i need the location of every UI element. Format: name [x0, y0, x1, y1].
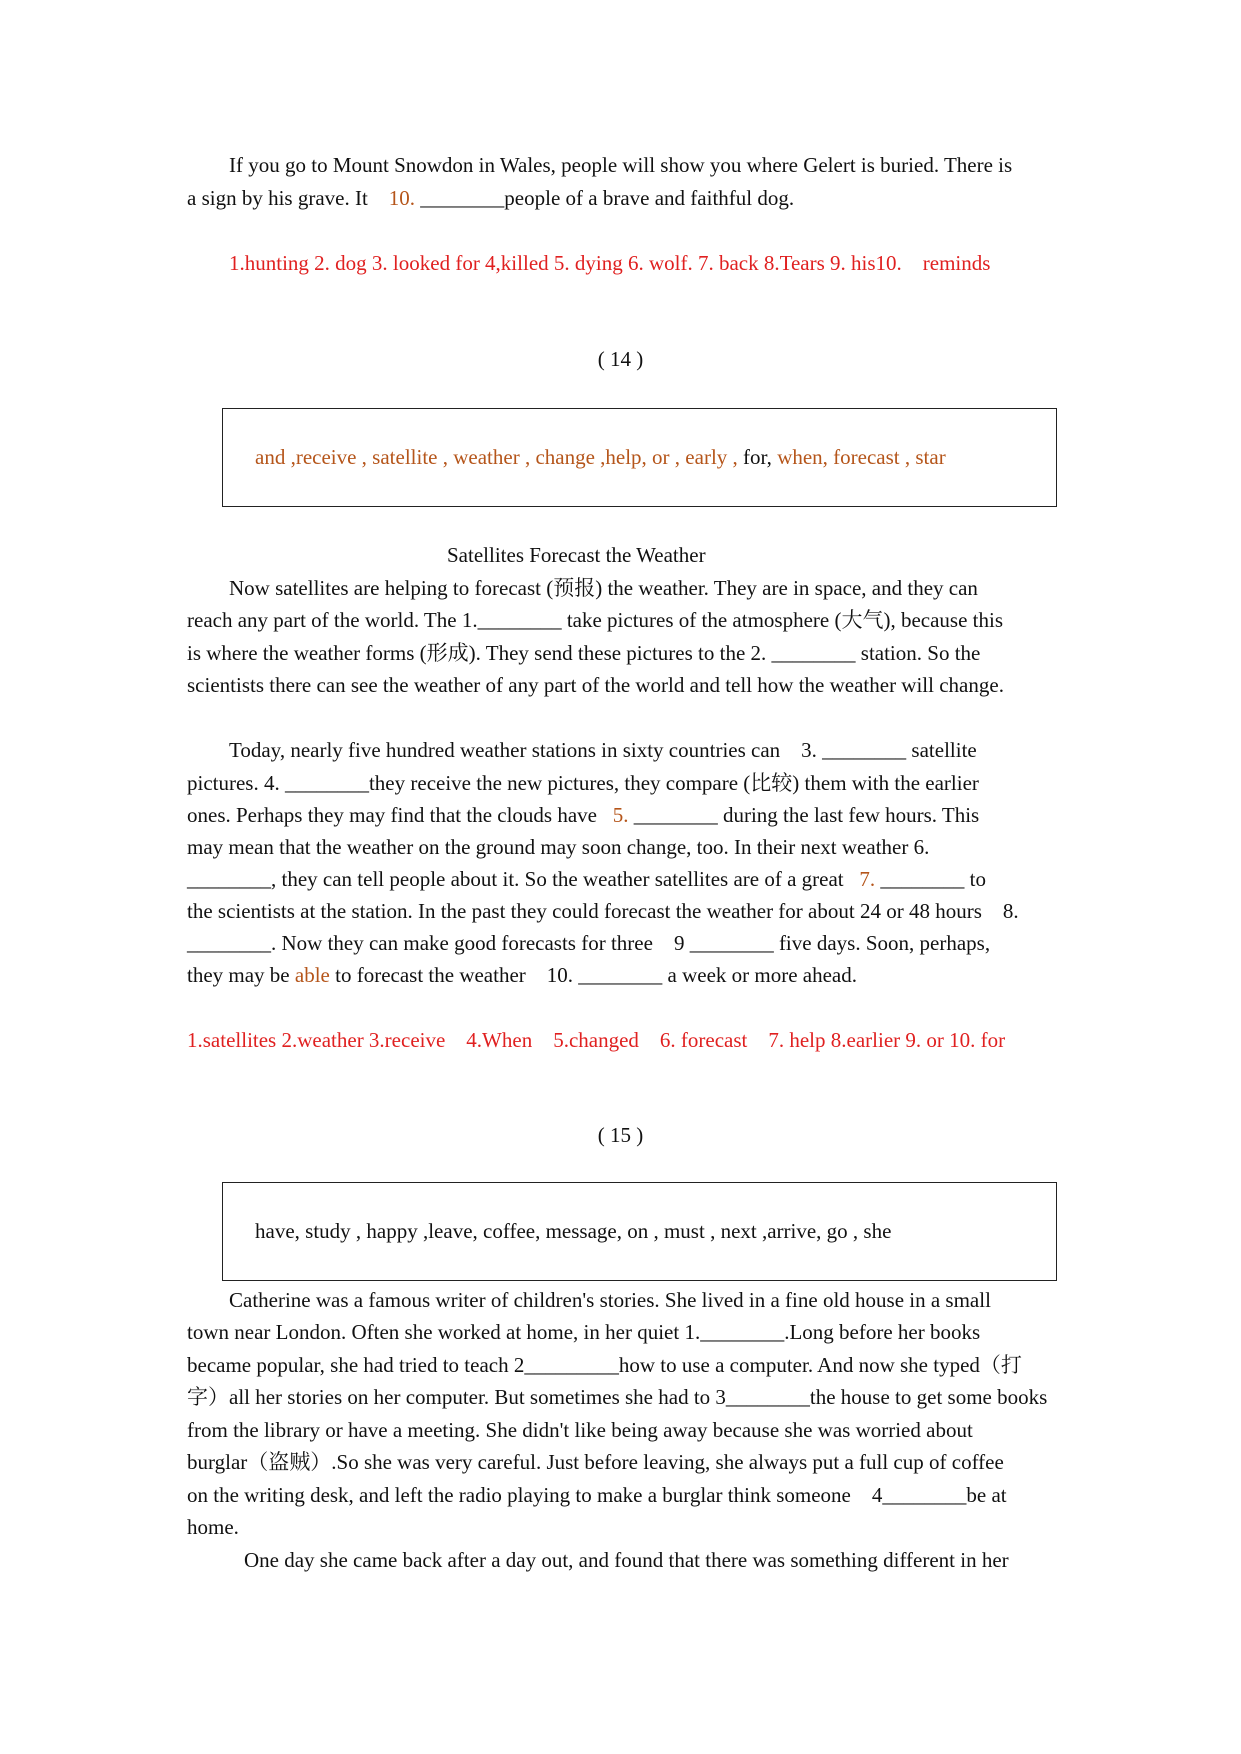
p2-line8-able: able: [294, 963, 330, 987]
section14-p2-line1: Today, nearly five hundred weather stations in sixty countries can 3. ________ satellite: [229, 738, 977, 762]
p2-line5-a: ________, they can tell people about it. So the weather satellites are of a great: [187, 867, 860, 891]
story13-line2: [187, 185, 794, 211]
section14-heading: ( 14 ): [597, 347, 644, 371]
section15-word-list: have, study , happy ,leave, coffee, message, on , must , next ,arrive, go , she: [255, 1219, 892, 1243]
p2-line3-number: 5.: [612, 803, 629, 827]
section15-line3: became popular, she had tried to teach 2_________how to use a computer. And now she typed（打: [187, 1353, 1022, 1377]
section15-heading: ( 15 ): [597, 1123, 644, 1147]
p2-line3-b: ________ during the last few hours. This: [628, 803, 980, 827]
story13-line2-a: a sign by his grave. It: [187, 186, 368, 210]
section14-p1-line1: Now satellites are helping to forecast (预报) the weather. They are in space, and they can: [229, 576, 978, 600]
section14-word-box: [222, 408, 1057, 507]
story13-line2-b: people of a brave and faithful dog.: [504, 186, 795, 210]
section15-word-box: [222, 1182, 1057, 1281]
section15-line2: town near London. Often she worked at home, in her quiet 1.________.Long before her books: [187, 1320, 981, 1344]
section14-p1-line2: reach any part of the world. The 1.________ take pictures of the atmosphere (大气), because this: [187, 608, 1004, 632]
section14-p1-line4: scientists there can see the weather of any part of the world and tell how the weather will change.: [187, 673, 1004, 697]
story13-line1: If you go to Mount Snowdon in Wales, people will show you where Gelert is buried. There is: [229, 153, 1013, 177]
section15-line9: One day she came back after a day out, and found that there was something different in her: [244, 1548, 1009, 1572]
section14-words-a: and ,receive , satellite , weather , change ,help, or , early ,: [255, 445, 738, 469]
section14-p2-line6: the scientists at the station. In the past they could forecast the weather for about 24 or 48 hours 8.: [187, 899, 1019, 923]
p2-line8-b: to forecast the weather 10. ________ a week or more ahead.: [329, 963, 858, 987]
p2-line3-a: ones. Perhaps they may find that the clouds have: [187, 803, 613, 827]
p2-line5-b: ________ to: [875, 867, 986, 891]
story13-blank: ________: [420, 186, 505, 210]
section15-line8: home.: [187, 1515, 239, 1539]
section14-p2-line3: [187, 802, 979, 828]
section14-p2-line8: [187, 962, 857, 988]
section15-line6: burglar（盗贼）.So she was very careful. Just before leaving, she always put a full cup of coffee: [187, 1450, 1004, 1474]
section14-p2-line7: ________. Now they can make good forecasts for three 9 ________ five days. Soon, perhaps,: [187, 931, 991, 955]
section14-p2-line2: pictures. 4. ________they receive the new pictures, they compare (比较) them with the earlier: [187, 771, 979, 795]
section14-p1-line3: is where the weather forms (形成). They send these pictures to the 2. ________ station. So the: [187, 641, 981, 665]
section15-line4: 字）all her stories on her computer. But sometimes she had to 3________the house to get some books: [187, 1385, 1048, 1409]
section14-title: Satellites Forecast the Weather: [447, 543, 706, 567]
p2-line8-a: they may be: [187, 963, 295, 987]
section14-word-list: [255, 409, 946, 506]
story13-answers: 1.hunting 2. dog 3. looked for 4,killed 5. dying 6. wolf. 7. back 8.Tears 9. his10. reminds: [229, 251, 991, 275]
story13-blank-number: 10.: [388, 186, 416, 210]
section15-line5: from the library or have a meeting. She didn't like being away because she was worried about: [187, 1418, 973, 1442]
p2-line5-number: 7.: [859, 867, 876, 891]
section15-line1: Catherine was a famous writer of children's stories. She lived in a fine old house in a small: [229, 1288, 991, 1312]
section14-p2-line4: may mean that the weather on the ground may soon change, too. In their next weather 6.: [187, 835, 930, 859]
section14-words-c: when, forecast , star: [777, 445, 946, 469]
section14-answers: 1.satellites 2.weather 3.receive 4.When 5.changed 6. forecast 7. help 8.earlier 9. or 10. for: [187, 1028, 1006, 1052]
section15-line7: on the writing desk, and left the radio playing to make a burglar think someone 4________be at: [187, 1483, 1007, 1507]
section14-p2-line5: [187, 866, 986, 892]
section14-words-b: for,: [737, 445, 778, 469]
